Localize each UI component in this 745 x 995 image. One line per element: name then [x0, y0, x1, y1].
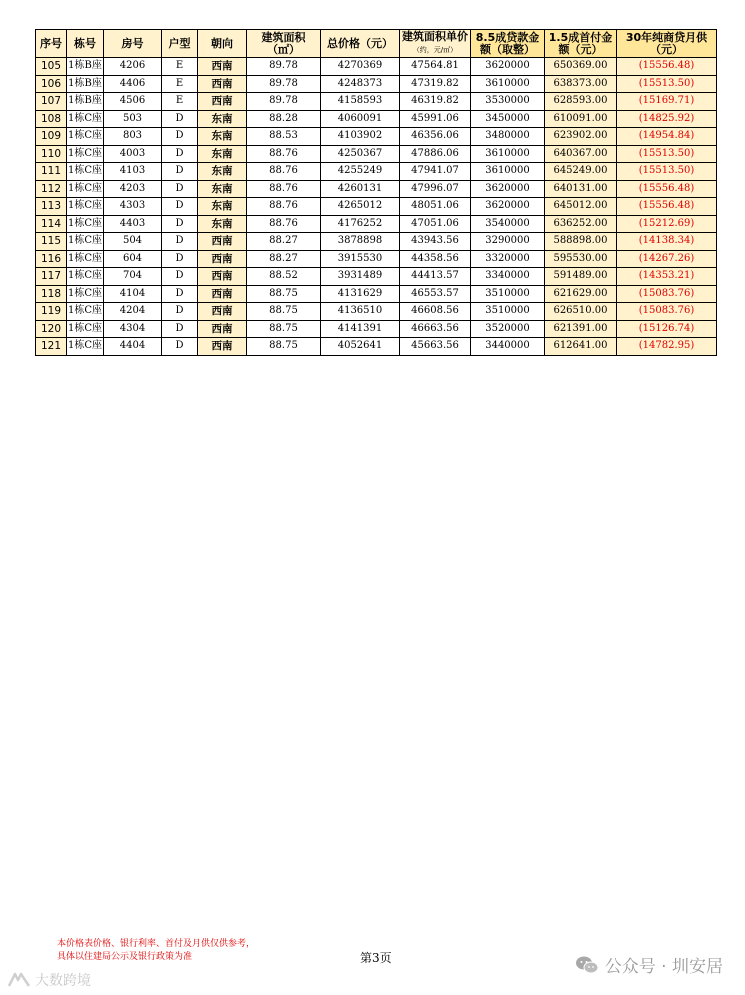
- loan-amount-cell: 3480000: [471, 128, 545, 146]
- building-cell: 1栋C座: [67, 163, 104, 181]
- unit-price-cell: 47941.07: [400, 163, 471, 181]
- total-price-cell: 4250367: [321, 145, 400, 163]
- header-building: 栋号: [67, 30, 104, 58]
- down-payment-cell: 650369.00: [545, 58, 617, 76]
- unit-type-cell: D: [162, 128, 198, 146]
- orientation-cell: 西南: [198, 338, 247, 356]
- down-payment-cell: 640131.00: [545, 180, 617, 198]
- orientation-cell: 东南: [198, 128, 247, 146]
- loan-amount-cell: 3510000: [471, 285, 545, 303]
- monthly-payment-cell: (15212.69): [617, 215, 717, 233]
- room-cell: 4204: [104, 303, 162, 321]
- room-cell: 4103: [104, 163, 162, 181]
- monthly-payment-cell: (14825.92): [617, 110, 717, 128]
- header-orientation: 朝向: [198, 30, 247, 58]
- total-price-cell: 4158593: [321, 93, 400, 111]
- down-payment-cell: 626510.00: [545, 303, 617, 321]
- table-row: [36, 285, 717, 303]
- area-cell: 89.78: [247, 93, 321, 111]
- area-cell: 88.76: [247, 163, 321, 181]
- total-price-cell: 4270369: [321, 58, 400, 76]
- room-cell: 504: [104, 233, 162, 251]
- monthly-payment-cell: (14782.95): [617, 338, 717, 356]
- room-cell: 604: [104, 250, 162, 268]
- unit-price-cell: 44358.56: [400, 250, 471, 268]
- room-cell: 4506: [104, 93, 162, 111]
- room-cell: 4404: [104, 338, 162, 356]
- table-row: [36, 198, 717, 216]
- orientation-cell: 西南: [198, 58, 247, 76]
- building-cell: 1栋C座: [67, 128, 104, 146]
- building-cell: 1栋C座: [67, 268, 104, 286]
- unit-type-cell: D: [162, 233, 198, 251]
- loan-amount-cell: 3340000: [471, 268, 545, 286]
- footnote: [57, 938, 255, 964]
- area-cell: 88.76: [247, 180, 321, 198]
- unit-price-cell: 46608.56: [400, 303, 471, 321]
- row-no-cell: 107: [36, 93, 67, 111]
- unit-price-cell: 47886.06: [400, 145, 471, 163]
- loan-amount-cell: 3610000: [471, 75, 545, 93]
- row-no-cell: 116: [36, 250, 67, 268]
- unit-price-cell: 46356.06: [400, 128, 471, 146]
- area-cell: 88.28: [247, 110, 321, 128]
- monthly-payment-cell: (15126.74): [617, 320, 717, 338]
- unit-price-cell: 47051.06: [400, 215, 471, 233]
- unit-type-cell: E: [162, 58, 198, 76]
- table-row: [36, 163, 717, 181]
- total-price-cell: 4255249: [321, 163, 400, 181]
- total-price-cell: 3931489: [321, 268, 400, 286]
- monthly-payment-cell: (15083.76): [617, 285, 717, 303]
- room-cell: 4406: [104, 75, 162, 93]
- orientation-cell: 西南: [198, 303, 247, 321]
- unit-type-cell: D: [162, 198, 198, 216]
- unit-type-cell: E: [162, 93, 198, 111]
- row-no-cell: 108: [36, 110, 67, 128]
- unit-type-cell: D: [162, 250, 198, 268]
- building-cell: 1栋C座: [67, 338, 104, 356]
- down-payment-cell: 588898.00: [545, 233, 617, 251]
- monthly-payment-cell: (15513.50): [617, 75, 717, 93]
- room-cell: 4403: [104, 215, 162, 233]
- loan-amount-cell: 3540000: [471, 215, 545, 233]
- unit-type-cell: D: [162, 110, 198, 128]
- header-row: [36, 30, 717, 58]
- table-row: [36, 180, 717, 198]
- room-cell: 4303: [104, 198, 162, 216]
- monthly-payment-cell: (14353.21): [617, 268, 717, 286]
- monthly-payment-cell: (15513.50): [617, 163, 717, 181]
- room-cell: 803: [104, 128, 162, 146]
- building-cell: 1栋C座: [67, 215, 104, 233]
- unit-price-cell: 46663.56: [400, 320, 471, 338]
- area-cell: 88.76: [247, 215, 321, 233]
- orientation-cell: 西南: [198, 75, 247, 93]
- price-table: [35, 29, 717, 356]
- unit-price-cell: 45663.56: [400, 338, 471, 356]
- row-no-cell: 120: [36, 320, 67, 338]
- unit-type-cell: D: [162, 163, 198, 181]
- loan-amount-cell: 3440000: [471, 338, 545, 356]
- row-no-cell: 106: [36, 75, 67, 93]
- area-cell: 88.75: [247, 320, 321, 338]
- monthly-payment-cell: (14267.26): [617, 250, 717, 268]
- watermark-wechat: [575, 952, 723, 977]
- header-total: 总价格（元）: [321, 30, 400, 58]
- unit-type-cell: D: [162, 180, 198, 198]
- header-area: [247, 30, 321, 58]
- page-number: 第3页: [360, 951, 392, 965]
- loan-amount-cell: 3620000: [471, 198, 545, 216]
- table-row: [36, 215, 717, 233]
- wechat-icon: [575, 955, 599, 975]
- unit-type-cell: D: [162, 320, 198, 338]
- table-row: [36, 233, 717, 251]
- header-unit-price-unit: （约，元/㎡）: [412, 46, 458, 54]
- loan-amount-cell: 3610000: [471, 145, 545, 163]
- down-payment-cell: 638373.00: [545, 75, 617, 93]
- unit-price-cell: 48051.06: [400, 198, 471, 216]
- down-payment-cell: 636252.00: [545, 215, 617, 233]
- unit-price-cell: 43943.56: [400, 233, 471, 251]
- building-cell: 1栋C座: [67, 303, 104, 321]
- orientation-cell: 东南: [198, 198, 247, 216]
- header-monthly: 30年纯商贷月供（元）: [617, 30, 717, 58]
- down-payment-cell: 591489.00: [545, 268, 617, 286]
- orientation-cell: 西南: [198, 250, 247, 268]
- header-down: 1.5成首付金额（元）: [545, 30, 617, 58]
- building-cell: 1栋C座: [67, 233, 104, 251]
- loan-amount-cell: 3620000: [471, 180, 545, 198]
- table-row: [36, 75, 717, 93]
- area-cell: 88.53: [247, 128, 321, 146]
- row-no-cell: 121: [36, 338, 67, 356]
- area-cell: 88.75: [247, 285, 321, 303]
- header-type: 户型: [162, 30, 198, 58]
- room-cell: 4206: [104, 58, 162, 76]
- room-cell: 4304: [104, 320, 162, 338]
- loan-amount-cell: 3320000: [471, 250, 545, 268]
- unit-type-cell: D: [162, 145, 198, 163]
- table-row: [36, 338, 717, 356]
- table-row: [36, 145, 717, 163]
- building-cell: 1栋C座: [67, 198, 104, 216]
- orientation-cell: 西南: [198, 233, 247, 251]
- watermark-wechat-text: 公众号 · 圳安居: [604, 957, 723, 977]
- watermark-brand: [6, 970, 91, 990]
- monthly-payment-cell: (14138.34): [617, 233, 717, 251]
- unit-price-cell: 47564.81: [400, 58, 471, 76]
- building-cell: 1栋C座: [67, 320, 104, 338]
- building-cell: 1栋C座: [67, 145, 104, 163]
- row-no-cell: 118: [36, 285, 67, 303]
- building-cell: 1栋B座: [67, 75, 104, 93]
- monthly-payment-cell: (14954.84): [617, 128, 717, 146]
- row-no-cell: 111: [36, 163, 67, 181]
- down-payment-cell: 612641.00: [545, 338, 617, 356]
- area-cell: 89.78: [247, 75, 321, 93]
- area-cell: 88.75: [247, 303, 321, 321]
- total-price-cell: 4052641: [321, 338, 400, 356]
- table-row: [36, 268, 717, 286]
- building-cell: 1栋C座: [67, 285, 104, 303]
- orientation-cell: 东南: [198, 180, 247, 198]
- loan-amount-cell: 3290000: [471, 233, 545, 251]
- row-no-cell: 115: [36, 233, 67, 251]
- building-cell: 1栋B座: [67, 58, 104, 76]
- watermark-brand-text: 大数跨境: [35, 973, 91, 989]
- unit-type-cell: D: [162, 338, 198, 356]
- orientation-cell: 西南: [198, 93, 247, 111]
- loan-amount-cell: 3450000: [471, 110, 545, 128]
- table-row: [36, 250, 717, 268]
- unit-type-cell: E: [162, 75, 198, 93]
- table-row: [36, 110, 717, 128]
- total-price-cell: 4141391: [321, 320, 400, 338]
- row-no-cell: 110: [36, 145, 67, 163]
- total-price-cell: 4060091: [321, 110, 400, 128]
- area-cell: 88.27: [247, 233, 321, 251]
- unit-price-cell: 44413.57: [400, 268, 471, 286]
- header-unit-price: [400, 30, 471, 58]
- unit-type-cell: D: [162, 285, 198, 303]
- down-payment-cell: 640367.00: [545, 145, 617, 163]
- area-cell: 89.78: [247, 58, 321, 76]
- orientation-cell: 东南: [198, 163, 247, 181]
- total-price-cell: 4176252: [321, 215, 400, 233]
- room-cell: 704: [104, 268, 162, 286]
- monthly-payment-cell: (15083.76): [617, 303, 717, 321]
- footnote-line-2: 具体以住建局公示及银行政策为准: [57, 952, 193, 962]
- header-no: 序号: [36, 30, 67, 58]
- loan-amount-cell: 3510000: [471, 303, 545, 321]
- header-unit-price-label: 建筑面积单价: [402, 30, 468, 43]
- total-price-cell: 4103902: [321, 128, 400, 146]
- building-cell: 1栋C座: [67, 250, 104, 268]
- loan-amount-cell: 3620000: [471, 58, 545, 76]
- down-payment-cell: 628593.00: [545, 93, 617, 111]
- header-area-unit: （㎡）: [267, 42, 300, 56]
- loan-amount-cell: 3530000: [471, 93, 545, 111]
- footnote-line-1: 本价格表价格、银行利率、首付及月供仅供参考，: [57, 939, 256, 949]
- brand-logo-icon: [6, 971, 32, 989]
- down-payment-cell: 623902.00: [545, 128, 617, 146]
- unit-price-cell: 46319.82: [400, 93, 471, 111]
- down-payment-cell: 610091.00: [545, 110, 617, 128]
- monthly-payment-cell: (15513.50): [617, 145, 717, 163]
- unit-price-cell: 47319.82: [400, 75, 471, 93]
- table-row: [36, 320, 717, 338]
- unit-type-cell: D: [162, 268, 198, 286]
- orientation-cell: 西南: [198, 268, 247, 286]
- total-price-cell: 4248373: [321, 75, 400, 93]
- header-room: 房号: [104, 30, 162, 58]
- row-no-cell: 109: [36, 128, 67, 146]
- area-cell: 88.76: [247, 145, 321, 163]
- table-row: [36, 303, 717, 321]
- loan-amount-cell: 3610000: [471, 163, 545, 181]
- total-price-cell: 4131629: [321, 285, 400, 303]
- monthly-payment-cell: (15556.48): [617, 58, 717, 76]
- total-price-cell: 3878898: [321, 233, 400, 251]
- table-body: [36, 58, 717, 356]
- unit-price-cell: 47996.07: [400, 180, 471, 198]
- orientation-cell: 西南: [198, 320, 247, 338]
- monthly-payment-cell: (15556.48): [617, 198, 717, 216]
- orientation-cell: 东南: [198, 110, 247, 128]
- row-no-cell: 113: [36, 198, 67, 216]
- orientation-cell: 东南: [198, 215, 247, 233]
- row-no-cell: 119: [36, 303, 67, 321]
- table-row: [36, 93, 717, 111]
- unit-type-cell: D: [162, 303, 198, 321]
- monthly-payment-cell: (15169.71): [617, 93, 717, 111]
- unit-type-cell: D: [162, 215, 198, 233]
- row-no-cell: 112: [36, 180, 67, 198]
- building-cell: 1栋C座: [67, 110, 104, 128]
- room-cell: 4104: [104, 285, 162, 303]
- row-no-cell: 117: [36, 268, 67, 286]
- room-cell: 503: [104, 110, 162, 128]
- unit-price-cell: 46553.57: [400, 285, 471, 303]
- row-no-cell: 105: [36, 58, 67, 76]
- room-cell: 4203: [104, 180, 162, 198]
- header-loan: 8.5成贷款金额（取整）: [471, 30, 545, 58]
- building-cell: 1栋C座: [67, 180, 104, 198]
- orientation-cell: 东南: [198, 145, 247, 163]
- down-payment-cell: 621629.00: [545, 285, 617, 303]
- table-row: [36, 128, 717, 146]
- area-cell: 88.27: [247, 250, 321, 268]
- loan-amount-cell: 3520000: [471, 320, 545, 338]
- header-area-label: 建筑面积: [261, 30, 306, 44]
- area-cell: 88.52: [247, 268, 321, 286]
- monthly-payment-cell: (15556.48): [617, 180, 717, 198]
- area-cell: 88.76: [247, 198, 321, 216]
- unit-price-cell: 45991.06: [400, 110, 471, 128]
- down-payment-cell: 645249.00: [545, 163, 617, 181]
- area-cell: 88.75: [247, 338, 321, 356]
- building-cell: 1栋B座: [67, 93, 104, 111]
- orientation-cell: 西南: [198, 285, 247, 303]
- room-cell: 4003: [104, 145, 162, 163]
- total-price-cell: 4265012: [321, 198, 400, 216]
- down-payment-cell: 645012.00: [545, 198, 617, 216]
- total-price-cell: 4260131: [321, 180, 400, 198]
- table-row: [36, 58, 717, 76]
- down-payment-cell: 621391.00: [545, 320, 617, 338]
- row-no-cell: 114: [36, 215, 67, 233]
- total-price-cell: 3915530: [321, 250, 400, 268]
- down-payment-cell: 595530.00: [545, 250, 617, 268]
- total-price-cell: 4136510: [321, 303, 400, 321]
